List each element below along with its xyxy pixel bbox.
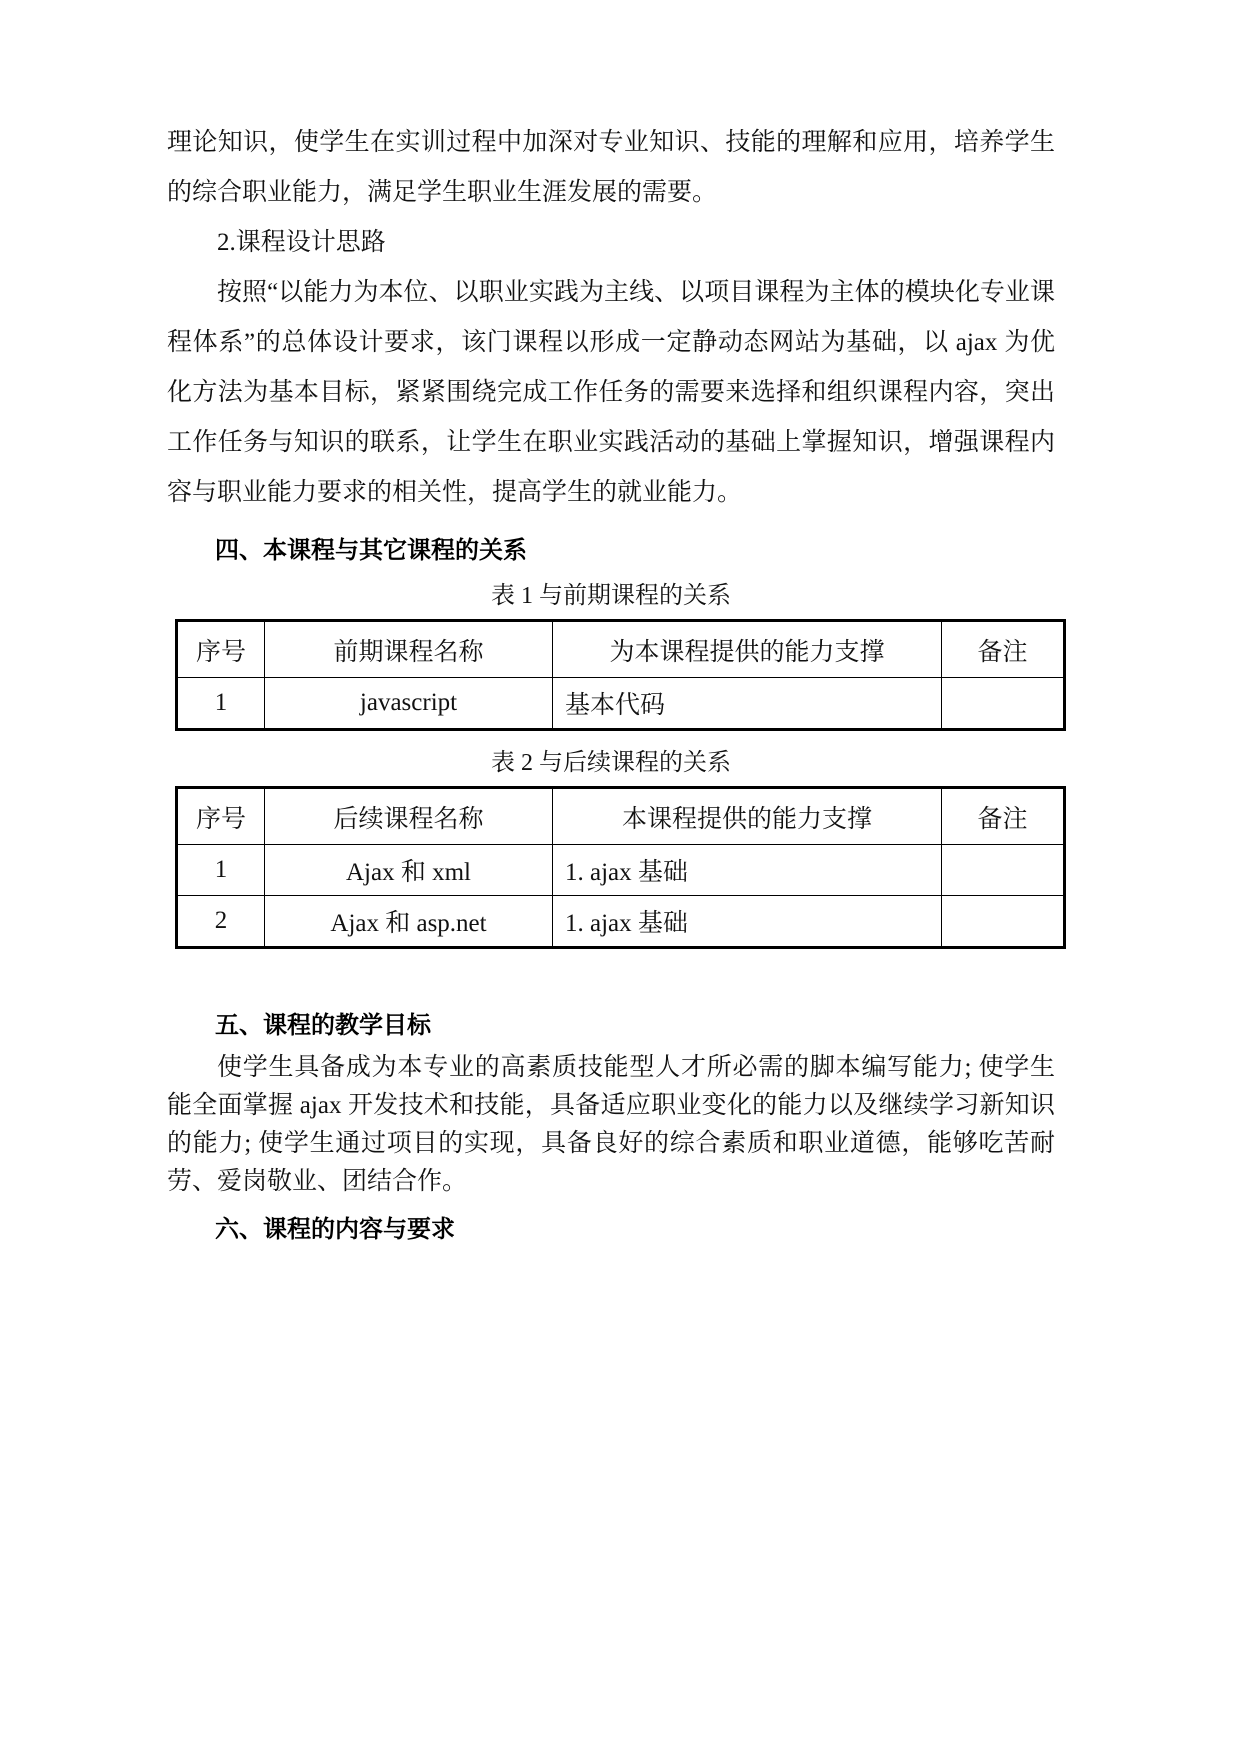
- table2-caption: 表 2 与后续课程的关系: [491, 750, 731, 776]
- table-header-row: [177, 621, 1065, 678]
- header-cell-course-name: 前期课程名称: [265, 621, 553, 678]
- heading-section-5-teaching-goals: 五、课程的教学目标: [215, 1012, 431, 1039]
- cell-course-name: javascript: [265, 678, 553, 730]
- subsequent-courses-table: [175, 786, 1066, 949]
- cell-remark: [942, 896, 1065, 948]
- table-row: [177, 845, 1065, 896]
- header-cell-index: 序号: [177, 788, 265, 845]
- cell-course-name: Ajax 和 xml: [265, 845, 553, 896]
- spacer: [167, 731, 1055, 743]
- paragraph-design-idea-body: 按照“以能力为本位、以职业实践为主线、以项目课程为主体的模块化专业课程体系”的总体设计要求，该门课程以形成一定静动态网站为基础，以 ajax 为优化方法为基本目标，紧紧围绕完成工作任务的需要来选择和组织课程内容，突出工作任务与知识的联系，让学生在职业实践活动的基础上掌握知识，增强课程内容与职业能力要求的相关性，提高学生的就业能力。: [167, 279, 1055, 506]
- table-header-row: [177, 788, 1065, 845]
- header-cell-index: 序号: [177, 621, 265, 678]
- header-cell-ability-support: 为本课程提供的能力支撑: [553, 621, 942, 678]
- cell-index: 2: [177, 896, 265, 948]
- heading-section-4-course-relations: 四、本课程与其它课程的关系: [215, 537, 527, 564]
- cell-course-name: Ajax 和 asp.net: [265, 896, 553, 948]
- paragraph-intro-continuation: 理论知识，使学生在实训过程中加深对专业知识、技能的理解和应用，培养学生的综合职业能力，满足学生职业生涯发展的需要。: [167, 129, 1055, 206]
- table-row: [177, 896, 1065, 948]
- table-row: [177, 678, 1065, 730]
- cell-remark: [942, 845, 1065, 896]
- header-cell-remark: 备注: [942, 788, 1065, 845]
- header-cell-remark: 备注: [942, 621, 1065, 678]
- cell-index: 1: [177, 678, 265, 730]
- cell-ability-support: 1. ajax 基础: [553, 845, 942, 896]
- header-cell-ability-support: 本课程提供的能力支撑: [553, 788, 942, 845]
- table1-caption: 表 1 与前期课程的关系: [491, 583, 731, 609]
- heading-section-6-content-requirements: 六、课程的内容与要求: [215, 1216, 455, 1243]
- header-cell-course-name: 后续课程名称: [265, 788, 553, 845]
- paragraph-design-idea-title: 2.课程设计思路: [217, 229, 386, 256]
- cell-ability-support: 基本代码: [553, 678, 942, 730]
- cell-ability-support: 1. ajax 基础: [553, 896, 942, 948]
- prior-courses-table: [175, 619, 1066, 731]
- cell-remark: [942, 678, 1065, 730]
- cell-index: 1: [177, 845, 265, 896]
- paragraph-teaching-goals: 使学生具备成为本专业的高素质技能型人才所必需的脚本编写能力; 使学生能全面掌握 ajax 开发技术和技能，具备适应职业变化的能力以及继续学习新知识的能力; 使学生通过项目的实现，具备良好的综合素质和职业道德，能够吃苦耐劳、爱岗敬业、团结合作。: [167, 1054, 1055, 1195]
